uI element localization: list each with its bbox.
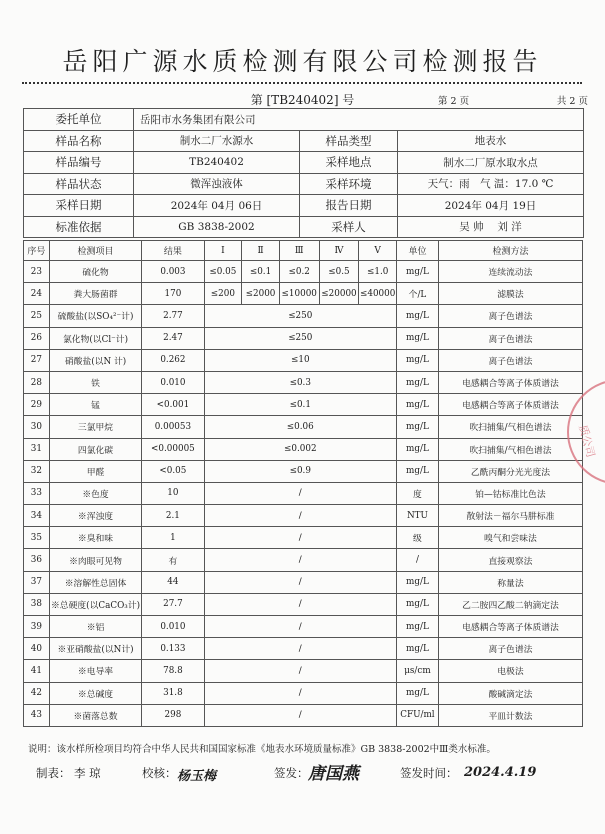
result-cell: 0.262 (142, 349, 204, 371)
item-cell: ※总碱度 (49, 682, 141, 704)
seq-cell: 42 (24, 682, 50, 704)
prepared-by-name: 李 琼 (74, 766, 101, 780)
limit-class-4-cell: ≤20000 (319, 283, 359, 305)
limit-class-1-cell: ≤0.05 (204, 261, 242, 283)
col-header-unit: 单位 (396, 241, 438, 261)
sampling-env-label: 采样环境 (300, 173, 398, 195)
limit-class-3-cell: ≤10000 (279, 283, 319, 305)
unit-cell: NTU (396, 505, 438, 527)
result-cell: 2.1 (142, 505, 204, 527)
sample-type-label: 样品类型 (300, 130, 398, 152)
table-row (24, 416, 583, 438)
seq-cell: 43 (24, 704, 50, 726)
issued-by-label: 签发： (274, 766, 309, 780)
seq-cell: 34 (24, 505, 50, 527)
report-number: 第 [TB240402] 号 (250, 93, 355, 107)
seq-cell: 35 (24, 527, 50, 549)
conclusion-note: 说明：该水样所检项目均符合中华人民共和国国家标准《地表水环境质量标准》GB 3838-2002中Ⅲ类水标准。 (28, 744, 496, 755)
table-row (24, 327, 583, 349)
sample-no-value: TB240402 (134, 152, 300, 174)
sampling-date-value: 2024年 04月 06日 (134, 195, 300, 217)
seq-cell: 24 (24, 283, 50, 305)
report-date-label: 报告日期 (300, 195, 398, 217)
unit-cell: mg/L (396, 638, 438, 660)
item-cell: ※铝 (49, 616, 141, 638)
method-cell: 乙酰丙酮分光光度法 (438, 460, 582, 482)
sample-type-value: 地表水 (398, 130, 584, 152)
limit-merged-cell: ≤0.1 (204, 394, 396, 416)
table-row (24, 638, 583, 660)
limit-merged-cell: / (204, 549, 396, 571)
seq-cell: 38 (24, 593, 50, 615)
method-cell: 直接观察法 (438, 549, 582, 571)
limit-merged-cell: / (204, 571, 396, 593)
limit-merged-cell: ≤0.002 (204, 438, 396, 460)
result-cell: 2.77 (142, 305, 204, 327)
col-header-result: 结果 (142, 241, 204, 261)
company-seal (566, 372, 605, 492)
limit-merged-cell: / (204, 505, 396, 527)
sample-name-label: 样品名称 (24, 130, 134, 152)
method-cell: 电感耦合等离子体质谱法 (438, 616, 582, 638)
limit-merged-cell: ≤0.3 (204, 371, 396, 393)
checked-by-signature: 杨玉梅 (177, 769, 217, 784)
result-cell: 298 (142, 704, 204, 726)
seq-cell: 25 (24, 305, 50, 327)
seal-text: 质公司 (576, 423, 598, 459)
table-row (24, 593, 583, 615)
unit-cell: mg/L (396, 438, 438, 460)
method-cell: 酸碱滴定法 (438, 682, 582, 704)
sample-state-value: 微浑浊液体 (134, 173, 300, 195)
method-cell: 称量法 (438, 571, 582, 593)
col-header-class-3: Ⅲ (279, 241, 319, 261)
seq-cell: 41 (24, 660, 50, 682)
page-number: 第 2 页 (438, 96, 470, 107)
table-row (24, 261, 583, 283)
sampler-label: 采样人 (300, 216, 398, 238)
result-cell: 170 (142, 283, 204, 305)
standard-value: GB 3838-2002 (134, 216, 300, 238)
issue-date-label: 签发时间： (400, 766, 458, 780)
method-cell: 电感耦合等离子体质谱法 (438, 371, 582, 393)
method-cell: 电感耦合等离子体质谱法 (438, 394, 582, 416)
result-cell: 31.8 (142, 682, 204, 704)
col-header-method: 检测方法 (438, 241, 582, 261)
seq-cell: 40 (24, 638, 50, 660)
unit-cell: mg/L (396, 460, 438, 482)
prepared-by-label: 制表： (36, 766, 71, 780)
result-cell: 0.010 (142, 616, 204, 638)
seq-cell: 31 (24, 438, 50, 460)
client-label: 委托单位 (24, 109, 134, 131)
item-cell: ※电导率 (49, 660, 141, 682)
limit-merged-cell: / (204, 593, 396, 615)
limit-merged-cell: ≤0.06 (204, 416, 396, 438)
result-cell: 78.8 (142, 660, 204, 682)
col-header-class-4: Ⅳ (319, 241, 359, 261)
sampling-site-value: 制水二厂原水取水点 (398, 152, 584, 174)
issued-by-signature: 唐国燕 (308, 764, 359, 784)
unit-cell: 度 (396, 482, 438, 504)
table-row (24, 549, 583, 571)
info-row (24, 216, 584, 238)
item-cell: 四氯化碳 (49, 438, 141, 460)
table-row (24, 394, 583, 416)
unit-cell: mg/L (396, 682, 438, 704)
result-cell: 1 (142, 527, 204, 549)
col-header-item: 检测项目 (49, 241, 141, 261)
result-cell: 10 (142, 482, 204, 504)
method-cell: 连续流动法 (438, 261, 582, 283)
limit-class-5-cell: ≤40000 (359, 283, 397, 305)
seq-cell: 23 (24, 261, 50, 283)
method-cell: 吹扫捕集/气相色谱法 (438, 416, 582, 438)
unit-cell: mg/L (396, 305, 438, 327)
method-cell: 铂—钴标准比色法 (438, 482, 582, 504)
limit-class-2-cell: ≤0.1 (242, 261, 280, 283)
col-header-class-1: Ⅰ (204, 241, 242, 261)
unit-cell: / (396, 549, 438, 571)
limit-class-2-cell: ≤2000 (242, 283, 280, 305)
table-row (24, 349, 583, 371)
limit-merged-cell: ≤0.9 (204, 460, 396, 482)
unit-cell: mg/L (396, 593, 438, 615)
table-row (24, 438, 583, 460)
item-cell: ※溶解性总固体 (49, 571, 141, 593)
limit-class-5-cell: ≤1.0 (359, 261, 397, 283)
method-cell: 乙二胺四乙酸二钠滴定法 (438, 593, 582, 615)
limit-merged-cell: ≤10 (204, 349, 396, 371)
result-cell: <0.05 (142, 460, 204, 482)
table-row (24, 371, 583, 393)
item-cell: 铁 (49, 371, 141, 393)
info-row (24, 130, 584, 152)
item-cell: ※亚硝酸盐(以N计) (49, 638, 141, 660)
unit-cell: μs/cm (396, 660, 438, 682)
item-cell: 硫酸盐(以SO₄²⁻计) (49, 305, 141, 327)
item-cell: ※菌落总数 (49, 704, 141, 726)
unit-cell: CFU/ml (396, 704, 438, 726)
unit-cell: mg/L (396, 349, 438, 371)
item-cell: ※肉眼可见物 (49, 549, 141, 571)
limit-merged-cell: / (204, 616, 396, 638)
result-cell: <0.00005 (142, 438, 204, 460)
item-cell: 硫化物 (49, 261, 141, 283)
col-header-class-5: Ⅴ (359, 241, 397, 261)
sample-state-label: 样品状态 (24, 173, 134, 195)
unit-cell: mg/L (396, 371, 438, 393)
item-cell: 甲醛 (49, 460, 141, 482)
page-indicator (438, 93, 588, 107)
limit-merged-cell: / (204, 682, 396, 704)
method-cell: 嗅气和尝味法 (438, 527, 582, 549)
sampling-env-value: 天气：雨 气 温：17.0 ℃ (398, 173, 584, 195)
table-row (24, 460, 583, 482)
item-cell: 粪大肠菌群 (49, 283, 141, 305)
limit-merged-cell: / (204, 638, 396, 660)
unit-cell: mg/L (396, 616, 438, 638)
sampler-value: 吴 帅 刘 洋 (398, 216, 584, 238)
method-cell: 离子色谱法 (438, 305, 582, 327)
method-cell: 离子色谱法 (438, 638, 582, 660)
unit-cell: 级 (396, 527, 438, 549)
item-cell: ※浑浊度 (49, 505, 141, 527)
limit-merged-cell: / (204, 660, 396, 682)
table-row (24, 682, 583, 704)
signature-footer (36, 765, 591, 785)
table-row (24, 660, 583, 682)
table-row (24, 283, 583, 305)
method-cell: 电极法 (438, 660, 582, 682)
seq-cell: 27 (24, 349, 50, 371)
unit-cell: mg/L (396, 571, 438, 593)
info-row (24, 152, 584, 174)
item-cell: ※臭和味 (49, 527, 141, 549)
issue-date-value: 2024.4.19 (464, 765, 537, 780)
result-cell: 0.00053 (142, 416, 204, 438)
item-cell: ※总硬度(以CaCO₃计) (49, 593, 141, 615)
sampling-site-label: 采样地点 (300, 152, 398, 174)
limit-merged-cell: ≤250 (204, 305, 396, 327)
test-results-table (23, 240, 583, 727)
col-header-class-2: Ⅱ (242, 241, 280, 261)
seq-cell: 33 (24, 482, 50, 504)
limit-merged-cell: / (204, 482, 396, 504)
report-date-value: 2024年 04月 19日 (398, 195, 584, 217)
table-row (24, 482, 583, 504)
method-cell: 平皿计数法 (438, 704, 582, 726)
table-header-row (24, 241, 583, 261)
table-row (24, 527, 583, 549)
result-cell: 0.003 (142, 261, 204, 283)
sampling-date-label: 采样日期 (24, 195, 134, 217)
checked-by-label: 校核： (142, 766, 177, 780)
table-row (24, 571, 583, 593)
seq-cell: 26 (24, 327, 50, 349)
sample-name-value: 制水二厂水源水 (134, 130, 300, 152)
table-row (24, 616, 583, 638)
limit-class-1-cell: ≤200 (204, 283, 242, 305)
method-cell: 滤膜法 (438, 283, 582, 305)
seq-cell: 37 (24, 571, 50, 593)
info-row (24, 195, 584, 217)
seq-cell: 30 (24, 416, 50, 438)
method-cell: 吹扫捕集/气相色谱法 (438, 438, 582, 460)
report-title: 岳阳广源水质检测有限公司检测报告 (62, 47, 543, 76)
standard-label: 标准依据 (24, 216, 134, 238)
item-cell: ※色度 (49, 482, 141, 504)
seq-cell: 32 (24, 460, 50, 482)
unit-cell: mg/L (396, 394, 438, 416)
table-row (24, 704, 583, 726)
page-total: 共 2 页 (556, 96, 588, 107)
sample-info-table (23, 108, 584, 238)
limit-merged-cell: ≤250 (204, 327, 396, 349)
info-row (24, 173, 584, 195)
limit-class-4-cell: ≤0.5 (319, 261, 359, 283)
unit-cell: mg/L (396, 261, 438, 283)
limit-merged-cell: / (204, 527, 396, 549)
info-row (24, 109, 584, 131)
result-cell: <0.001 (142, 394, 204, 416)
result-cell: 0.010 (142, 371, 204, 393)
table-row (24, 305, 583, 327)
result-cell: 44 (142, 571, 204, 593)
unit-cell: 个/L (396, 283, 438, 305)
item-cell: 三氯甲烷 (49, 416, 141, 438)
item-cell: 氯化物(以Cl⁻计) (49, 327, 141, 349)
method-cell: 离子色谱法 (438, 349, 582, 371)
item-cell: 硝酸盐(以N 计) (49, 349, 141, 371)
title-divider (22, 82, 582, 84)
seq-cell: 39 (24, 616, 50, 638)
seq-cell: 36 (24, 549, 50, 571)
unit-cell: mg/L (396, 327, 438, 349)
limit-class-3-cell: ≤0.2 (279, 261, 319, 283)
result-cell: 0.133 (142, 638, 204, 660)
table-row (24, 505, 583, 527)
result-cell: 27.7 (142, 593, 204, 615)
result-cell: 有 (142, 549, 204, 571)
seq-cell: 28 (24, 371, 50, 393)
method-cell: 散射法－福尔马肼标准 (438, 505, 582, 527)
unit-cell: mg/L (396, 416, 438, 438)
item-cell: 锰 (49, 394, 141, 416)
sample-no-label: 样品编号 (24, 152, 134, 174)
seq-cell: 29 (24, 394, 50, 416)
col-header-seq: 序号 (24, 241, 50, 261)
limit-merged-cell: / (204, 704, 396, 726)
result-cell: 2.47 (142, 327, 204, 349)
method-cell: 离子色谱法 (438, 327, 582, 349)
client-value: 岳阳市水务集团有限公司 (134, 109, 584, 131)
